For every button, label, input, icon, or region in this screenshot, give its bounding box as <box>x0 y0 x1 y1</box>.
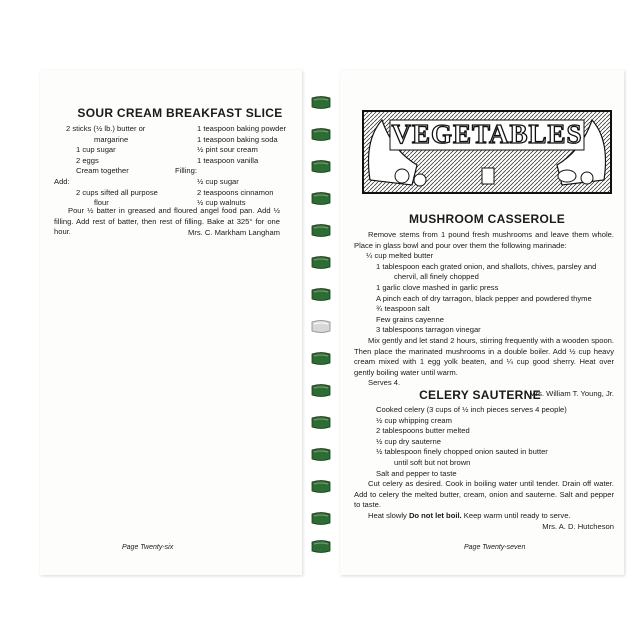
recipe-title: SOUR CREAM BREAKFAST SLICE <box>77 106 283 120</box>
ingredient-line: 1 tablespoon each grated onion, and shallots, chives, parsley and <box>376 261 597 271</box>
ingredient-line: Filling: <box>175 166 197 176</box>
ingredient-line: ½ pint sour cream <box>197 145 258 155</box>
ingredient-line: 1 garlic clove mashed in garlic press <box>376 282 499 292</box>
spiral-ring <box>310 416 332 429</box>
recipe-title: CELERY SAUTERNE <box>419 388 541 402</box>
recipe-signature: Mrs. C. Markham Langham <box>188 228 280 237</box>
spiral-ring <box>310 288 332 301</box>
ingredient-line: 1 teaspoon baking powder <box>197 124 287 133</box>
ingredient-line: ½ cup dry sauterne <box>376 436 442 446</box>
ingredient-line: 2 tablespoons butter melted <box>376 426 470 436</box>
ingredient-line: ¼ cup melted butter <box>366 251 434 261</box>
ingredient-line: ½ cup walnuts <box>197 198 246 208</box>
ingredient-line: Cooked celery (3 cups of ½ inch pieces serves 4 people) <box>376 405 567 414</box>
recipe-serves: Serves 4. <box>368 378 401 388</box>
vegetable-icon <box>581 172 593 184</box>
ingredients-column-right <box>175 124 305 209</box>
page-number: Page Twenty-six <box>122 544 174 551</box>
vegetable-icon <box>414 174 426 186</box>
recipe-title: MUSHROOM CASSEROLE <box>408 212 566 226</box>
vegetable-icon <box>558 170 576 182</box>
ingredients-column-left <box>54 124 184 209</box>
ingredient-line: ½ cup sugar <box>197 176 239 186</box>
recipe-final-step <box>354 511 614 522</box>
ingredient-line: 1 teaspoon baking soda <box>197 134 278 144</box>
ingredient-line: 2 eggs <box>76 155 99 165</box>
ingredient-line: until soft but not brown <box>394 457 471 467</box>
final-step-text: Keep warm until ready to serve. <box>461 510 571 520</box>
recipe-intro: Remove stems from 1 pound fresh mushrooms and leave them whole. Place in glass bowl and pour over them the following marinade: <box>354 230 614 250</box>
recipe-body <box>354 405 614 532</box>
spiral-ring <box>310 540 332 553</box>
ingredient-line: chervil, all finely chopped <box>394 272 479 282</box>
spiral-ring <box>310 384 332 397</box>
ingredient-line: Salt and pepper to taste <box>376 468 457 478</box>
ingredient-line: 2 teaspoons cinnamon <box>197 187 274 197</box>
right-page <box>340 70 624 575</box>
final-step-text: Heat slowly <box>368 510 409 520</box>
ingredient-line: Cream together <box>76 166 129 176</box>
spiral-ring <box>310 320 332 333</box>
ingredient-line: 2 sticks (½ lb.) butter or <box>66 124 146 133</box>
final-step-warning: Do not let boil. <box>408 510 462 520</box>
recipe-body <box>354 230 614 400</box>
recipe-signature: Mrs. A. D. Hutcheson <box>542 521 614 531</box>
spiral-ring <box>310 352 332 365</box>
spiral-ring <box>310 128 332 141</box>
spiral-ring <box>310 160 332 173</box>
ingredient-line: flour <box>94 198 109 208</box>
ingredient-line: ½ tablespoon finely chopped onion sauted in butter <box>376 447 548 457</box>
recipe-signature: Mrs. William T. Young, Jr. <box>529 388 614 398</box>
ingredient-line: ¾ teaspoon salt <box>376 304 430 314</box>
ingredient-line: Few grains cayenne <box>376 314 444 324</box>
spiral-ring <box>310 448 332 461</box>
ingredient-line: ½ cup whipping cream <box>376 415 452 425</box>
ingredient-line: Add: <box>54 176 70 186</box>
recipe-directions: Cut celery as desired. Cook in boiling water until tender. Drain off water. Add to celery the melted butter, cream, onion and sauterne. Salt and pepper to taste. <box>354 479 614 510</box>
spiral-ring <box>310 512 332 525</box>
banner-title: VEGETABLES <box>391 119 583 149</box>
spiral-ring <box>310 96 332 109</box>
ingredient-line: 1 teaspoon vanilla <box>197 155 259 165</box>
recipe-directions: Pour ½ batter in greased and floured angel food pan. Add ½ filling. Add rest of batter, then rest of filling. Bake at 325° for one hour. <box>54 206 280 237</box>
ingredient-line: 1 cup sugar <box>76 145 116 155</box>
basket-icon <box>482 168 494 184</box>
ingredient-line: A pinch each of dry tarragon, black pepper and powdered thyme <box>376 293 592 303</box>
page-number: Page Twenty-seven <box>464 544 526 551</box>
left-page <box>40 70 302 575</box>
ingredient-line: 3 tablespoons tarragon vinegar <box>376 325 481 335</box>
spiral-ring <box>310 480 332 493</box>
recipe-directions: Mix gently and let stand 2 hours, stirring frequently with a wooden spoon. Then place the marinated mushrooms in a double boiler. Add ½ cup heavy cream mixed with 1 egg yolk beaten, and ¼ cup good sherry. Heat over gently boiling water until warm. <box>354 335 614 377</box>
ingredient-line: margarine <box>94 134 129 144</box>
vegetables-banner <box>362 110 612 194</box>
ingredient-line: 2 cups sifted all purpose <box>76 187 158 197</box>
spiral-ring <box>310 224 332 237</box>
spiral-ring <box>310 256 332 269</box>
spiral-ring <box>310 192 332 205</box>
vegetable-icon <box>395 169 409 183</box>
